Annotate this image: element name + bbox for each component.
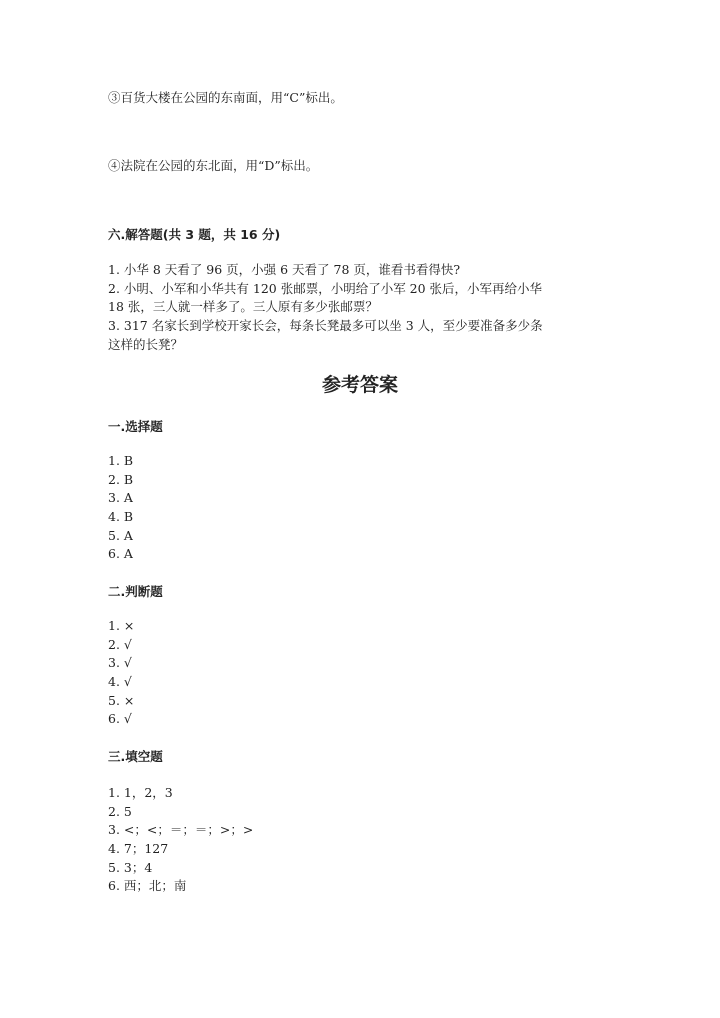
list-item: 4. B	[108, 509, 134, 525]
list-item: 6. 西；北；南	[108, 878, 187, 894]
list-item: 4. √	[108, 674, 132, 690]
list-item: 3. √	[108, 655, 132, 671]
list-item: 1. 1，2，3	[108, 785, 173, 800]
question-item-3: ③百货大楼在公园的东南面，用“C”标出。	[108, 90, 343, 105]
judge-answer-list	[108, 617, 134, 729]
list-item: 6. √	[108, 711, 132, 727]
question-item-4: ④法院在公园的东北面，用“D”标出。	[108, 158, 319, 173]
fill-answer-list	[108, 784, 253, 896]
question-2-line-1: 2. 小明、小军和小华共有 120 张邮票，小明给了小军 20 张后，小军再给小华	[108, 281, 543, 296]
list-item: 2. 5	[108, 803, 132, 819]
question-3-line-2: 这样的长凳？	[108, 337, 184, 352]
list-item: 3. A	[108, 490, 133, 506]
section-heading-judge: 二.判断题	[108, 584, 163, 599]
list-item: 2. B	[108, 471, 134, 487]
list-item: 2. √	[108, 636, 132, 652]
list-item: 5. A	[108, 527, 133, 543]
list-item: 1. ×	[108, 618, 135, 633]
list-item: 6. A	[108, 546, 133, 562]
list-item: 5. ×	[108, 692, 135, 708]
list-item: 4. 7；127	[108, 841, 169, 857]
list-item: 5. 3；4	[108, 859, 153, 875]
choice-answer-list	[108, 452, 133, 564]
section-heading-answer-questions: 六.解答题(共 3 题，共 16 分)	[108, 227, 281, 242]
question-1: 1. 小华 8 天看了 96 页，小强 6 天看了 78 页，谁看书看得快?	[108, 262, 461, 277]
question-3-line-1: 3. 317 名家长到学校开家长会，每条长凳最多可以坐 3 人，至少要准备多少条	[108, 318, 543, 333]
question-2-line-2: 18 张，三人就一样多了。三人原有多少张邮票？	[108, 299, 378, 314]
list-item: 1. B	[108, 453, 134, 468]
section-heading-fill: 三.填空题	[108, 749, 163, 764]
list-item: 3. <；<；＝；＝；>；>	[108, 822, 254, 838]
answers-title: 参考答案	[321, 374, 398, 396]
section-heading-choice: 一.选择题	[108, 419, 163, 434]
